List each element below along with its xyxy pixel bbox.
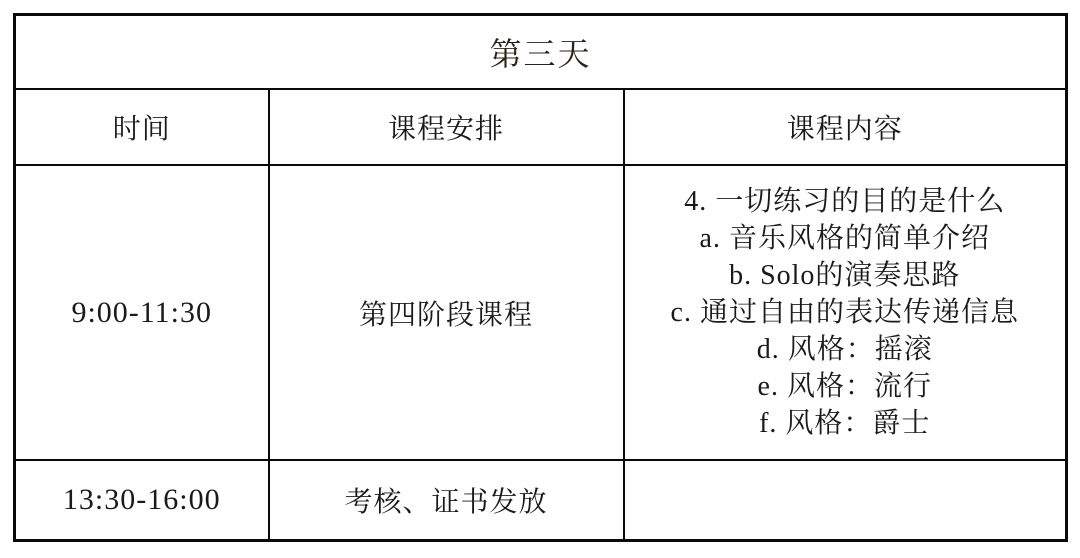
column-header-row bbox=[15, 89, 1067, 165]
content-cell-empty bbox=[624, 460, 1067, 540]
content-line: e. 风格：流行 bbox=[757, 371, 932, 403]
title-row bbox=[15, 15, 1067, 89]
arrangement-value: 考核、证书发放 bbox=[344, 487, 548, 519]
time-cell bbox=[15, 165, 269, 460]
content-line: f. 风格：爵士 bbox=[759, 408, 931, 440]
col-header-time: 时间 bbox=[15, 89, 269, 165]
time-value: 9:00-11:30 bbox=[71, 295, 213, 329]
content-line: a. 音乐风格的简单介绍 bbox=[699, 223, 990, 255]
arrangement-cell bbox=[269, 460, 624, 540]
arrangement-value: 第四阶段课程 bbox=[358, 299, 533, 331]
content-line: c. 通过自由的表达传递信息 bbox=[670, 297, 1019, 329]
arrangement-cell bbox=[269, 165, 624, 460]
col-header-arrangement: 课程安排 bbox=[269, 89, 624, 165]
time-cell bbox=[15, 460, 269, 540]
content-line: 4. 一切练习的目的是什么 bbox=[684, 186, 1006, 218]
table-row bbox=[15, 460, 1067, 540]
content-line: d. 风格：摇滚 bbox=[756, 334, 933, 366]
content-line: b. Solo的演奏思路 bbox=[729, 260, 961, 292]
col-header-content: 课程内容 bbox=[624, 89, 1067, 165]
content-lines bbox=[625, 183, 1066, 442]
day3-schedule-table bbox=[13, 13, 1068, 542]
table-row bbox=[15, 165, 1067, 460]
time-value: 13:30-16:00 bbox=[62, 483, 221, 517]
content-cell bbox=[624, 165, 1067, 460]
day-title: 第三天 bbox=[15, 15, 1067, 89]
